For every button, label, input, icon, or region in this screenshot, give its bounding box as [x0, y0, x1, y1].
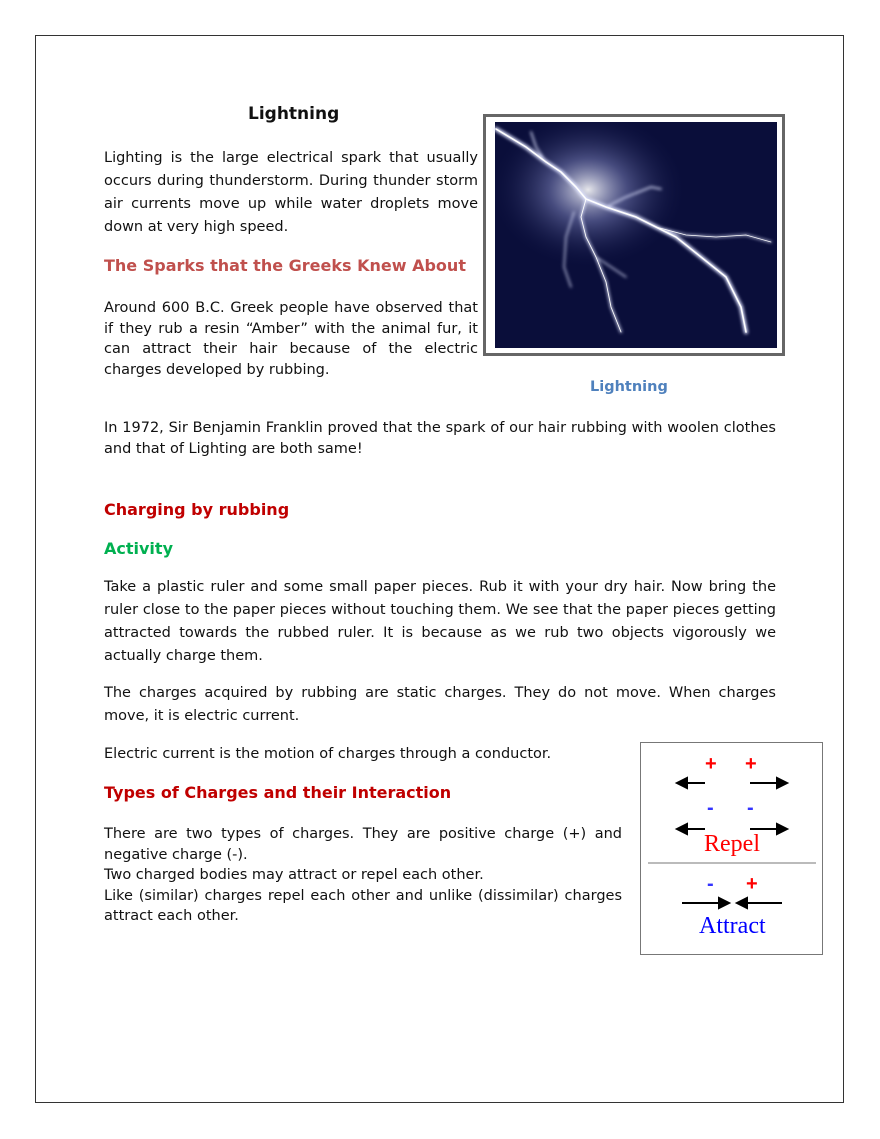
activity-heading: Activity: [104, 539, 173, 558]
static-charges-paragraph: The charges acquired by rubbing are static charges. They do not move. When charges move, it is electric current.: [104, 685, 776, 724]
arrow-right-icon: [777, 824, 787, 834]
arrow-left-icon: [677, 824, 687, 834]
negative-charge-sign: -: [747, 797, 754, 819]
arrow-right-icon: [777, 778, 787, 788]
current-paragraph: Electric current is the motion of charges through a conductor.: [104, 746, 552, 762]
intro-paragraph: Lighting is the large electrical spark that usually occurs during thunderstorm. During thunder storm air currents move up while water droplets move down at very high speed.: [104, 150, 478, 235]
types-line: Like (similar) charges repel each other and unlike (dissimilar) charges attract each other.: [104, 887, 622, 924]
types-paragraph: [104, 824, 622, 927]
franklin-paragraph: In 1972, Sir Benjamin Franklin proved that the spark of our hair rubbing with woolen clothes and that of Lighting are both same!: [104, 420, 776, 457]
greeks-paragraph: Around 600 B.C. Greek people have observed that if they rub a resin “Amber” with the animal fur, it can attract their hair because of the electric charges developed by rubbing.: [104, 300, 478, 378]
arrow-left-icon: [677, 778, 687, 788]
negative-charge-sign: -: [707, 873, 714, 895]
charge-interaction-diagram: [640, 742, 823, 955]
repel-label: Repel: [704, 831, 760, 857]
types-heading: Types of Charges and their Interaction: [104, 783, 452, 802]
positive-charge-sign: +: [746, 873, 758, 895]
activity-paragraph: Take a plastic ruler and some small paper pieces. Rub it with your dry hair. Now bring the ruler close to the paper pieces without touching them. We see that the paper pieces getting attracted towards the rubbed ruler. It is because as we rub two objects vigorously we actually charge them.: [104, 579, 776, 664]
charging-heading: Charging by rubbing: [104, 500, 290, 519]
positive-charge-sign: +: [745, 753, 757, 775]
attract-label: Attract: [699, 913, 766, 939]
image-caption: Lightning: [590, 379, 668, 395]
negative-charge-sign: -: [707, 797, 714, 819]
types-line: There are two types of charges. They are positive charge (+) and negative charge (-).: [104, 826, 622, 863]
greeks-heading: The Sparks that the Greeks Knew About: [104, 256, 466, 275]
types-line: Two charged bodies may attract or repel each other.: [104, 867, 484, 883]
page-title: Lightning: [248, 104, 340, 124]
positive-charge-sign: +: [705, 753, 717, 775]
lightning-image: [483, 114, 785, 356]
arrow-left-icon: [737, 898, 747, 908]
arrow-right-icon: [719, 898, 729, 908]
